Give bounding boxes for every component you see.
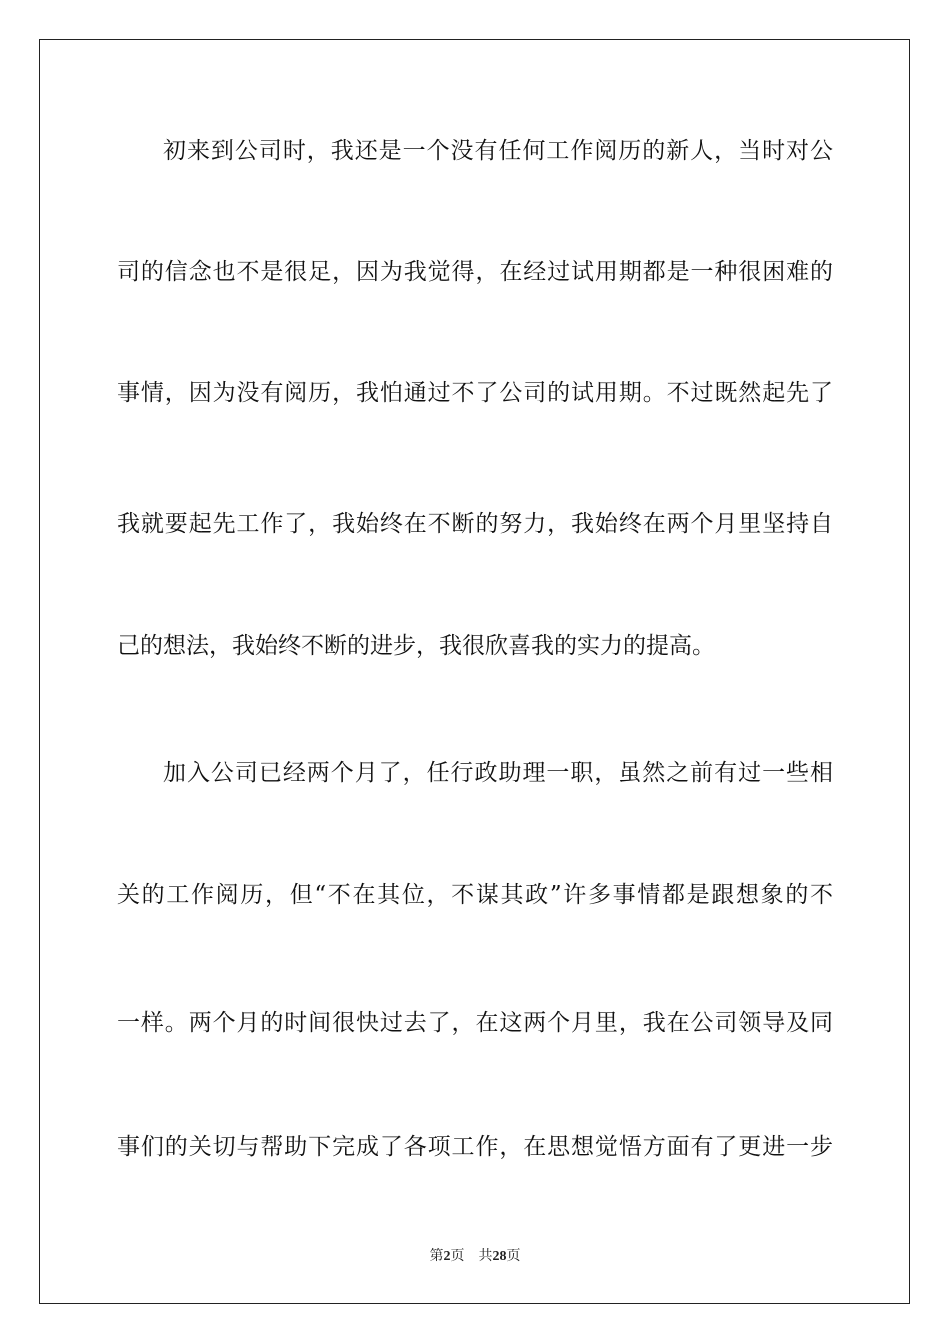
paragraph-2-line-3: 一样。两个月的时间很快过去了，在这两个月里，我在公司领导及同: [117, 1010, 833, 1036]
total-pages: 28: [492, 1249, 507, 1264]
page-border: [39, 39, 910, 1304]
page-suffix: 页: [450, 1248, 465, 1264]
paragraph-1-line-3: 事情，因为没有阅历，我怕通过不了公司的试用期。不过既然起先了: [117, 380, 833, 406]
paragraph-2-line-4: 事们的关切与帮助下完成了各项工作，在思想觉悟方面有了更进一步: [117, 1134, 833, 1160]
paragraph-2-line-1: 加入公司已经两个月了，任行政助理一职，虽然之前有过一些相: [163, 760, 833, 786]
paragraph-1-line-2: 司的信念也不是很足，因为我觉得，在经过试用期都是一种很困难的: [117, 259, 833, 285]
paragraph-1-line-4: 我就要起先工作了，我始终在不断的努力，我始终在两个月里坚持自: [117, 511, 833, 537]
paragraph-2-line-2: 关的工作阅历，但“不在其位，不谋其政”许多事情都是跟想象的不: [117, 882, 833, 908]
total-suffix: 页: [506, 1248, 521, 1264]
page-prefix: 第: [429, 1248, 444, 1264]
total-prefix: 共: [478, 1248, 493, 1264]
paragraph-1-line-5: 己的想法，我始终不断的进步，我很欣喜我的实力的提高。: [117, 633, 715, 659]
paragraph-1-line-1: 初来到公司时，我还是一个没有任何工作阅历的新人，当时对公: [163, 138, 833, 164]
page-footer: [0, 1246, 950, 1267]
page-number: 2: [443, 1249, 451, 1264]
